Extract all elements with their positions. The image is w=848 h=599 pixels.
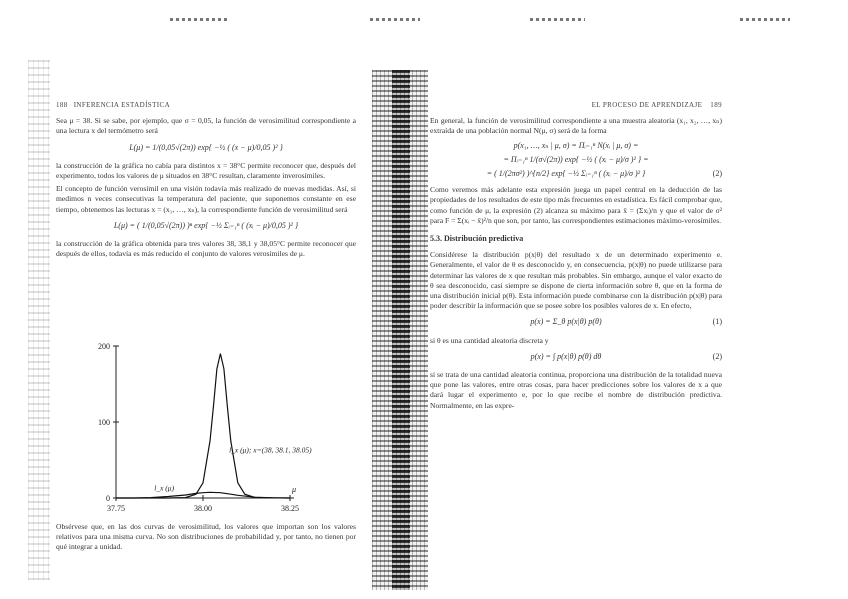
left-equation-2-body: L(μ) = ( 1/(0,05√(2π)) )ⁿ exp{ −½ Σᵢ₌₁ⁿ ( (xᵢ − μ)/0,05 )² } — [113, 220, 299, 230]
left-paragraph-1: Sea μ = 38. Si se sabe, por ejemplo, que σ = 0,05, la función de verosimilitud correspondiente a una lectura x del termómetro será — [56, 116, 356, 136]
right-equation-2 — [430, 317, 722, 327]
left-paragraph-3: El concepto de función verosímil en una visión todavía más realizado de nuevas medidas. Así, si medimos n veces consecutivas la temperatura del paciente, que suponemos constante en ese tiempo, obtenemos las lecturas x = (x₁, …, xₙ), la correspondiente función de verosimilitud será — [56, 184, 356, 214]
right-equation-1b — [430, 155, 722, 165]
right-paragraph-3: Considérese la distribución p(x|θ) del resultado x de un determinado experimento e. Generalmente, el valor de θ es desconocido y, en consecuencia, p(x|θ) no puede utilizarse para determinar las valores de x que resultan más probables. Sin embargo, aunque el valor exacto de θ sea desconocido, casi siempre se dispone de cierta información sobre θ, que en la forma de una distribución inicial p(θ). Esta información puede combinarse con la distribución p(x|θ) para poder describir la información que se posee sobre los posibles valores de x. En efecto, — [430, 250, 722, 311]
scan-edge-noise — [28, 60, 50, 580]
left-equation-1 — [56, 143, 356, 153]
annotation-1: l_x (μ) — [154, 483, 175, 493]
x-axis-label: μ — [292, 485, 297, 494]
left-paragraph-4: la construcción de la gráfica obtenida para tres valores 38, 38,1 y 38,05°C permite reconocer que después de ellos, todavía es más reducido el conjunto de valores verosímiles de μ. — [56, 239, 356, 259]
right-equation-1c-body: = ( 1/(2πσ²) )^{n/2} exp{ −½ Σᵢ₌₁ⁿ ( (xᵢ − μ)/σ )² } — [486, 169, 646, 179]
y-tick-label: 0 — [106, 494, 110, 503]
right-equation-3 — [430, 352, 722, 362]
right-equation-3-number: (2) — [712, 351, 722, 361]
right-equation-2-number: (1) — [712, 317, 722, 327]
right-page-number: 189 — [710, 101, 722, 109]
right-equation-3-body: p(x) = ∫ p(x|θ) p(θ) dθ — [530, 351, 602, 361]
right-page — [430, 100, 722, 414]
right-paragraph-5: si se trata de una cantidad aleatoria continua, proporciona una distribución de la totalidad nueva que pone las valores, entre otras cosas, para hacer predicciones sobre los valores de x a que dará lugar el experimento e, por lo que recibe el nombre de distribución predictiva. Normalmente, en las expre- — [430, 370, 722, 410]
right-equation-1c — [430, 169, 722, 179]
left-page — [56, 100, 356, 262]
y-tick-label: 200 — [98, 342, 110, 351]
figure-caption: Obsérvese que, en las dos curvas de verosimilitud, los valores que importan son los valores relativos para una misma curva. No son distribuciones de probabilidad y, por tanto, no tienen por qué integrar a unidad. — [56, 522, 356, 552]
left-running-head — [56, 100, 356, 110]
section-title: 5.3. Distribución predictiva — [430, 234, 524, 244]
x-tick-label: 38.25 — [281, 504, 299, 513]
right-paragraph-2: Como veremos más adelante esta expresión juega un papel central en la deducción de las propiedades de los resultados de este tipo más frecuentes en estadística. Es fácil comprobar que, como función de μ, la expresión (2) alcanza su máximo para x̄ = (Σxᵢ)/n y que el valor de σ² para F = Σ(xᵢ − x̄)²/n que son, por tanto, las correspondientes estimaciones máximo-verosímiles. — [430, 185, 722, 225]
left-page-number: 188 — [56, 101, 68, 109]
x-tick-label: 37.75 — [107, 504, 125, 513]
scan-top-marks — [0, 18, 848, 26]
right-running-title: EL PROCESO DE APRENDIZAJE — [591, 101, 703, 109]
right-running-head — [430, 100, 722, 110]
right-paragraph-4: si θ es una cantidad aleatoria discreta y — [430, 335, 549, 345]
annotation-2: l_x (μ); x=(38, 38.1, 38.05) — [229, 445, 312, 455]
likelihood-chart — [70, 338, 332, 528]
y-tick-label: 100 — [98, 418, 110, 427]
series-line-2 — [116, 354, 290, 498]
x-tick-label: 38.00 — [194, 504, 212, 513]
right-equation-1a-body: p(x₁, …, xₙ | μ, σ) = Πᵢ₌₁ⁿ N(xᵢ | μ, σ) = — [513, 140, 639, 150]
left-equation-2 — [56, 221, 356, 231]
left-equation-1-body: L(μ) = 1/(0,05√(2π)) exp{ −½ ( (x − μ)/0,05 )² } — [129, 142, 283, 152]
right-equation-1-number: (2) — [712, 169, 722, 179]
right-equation-1a — [430, 141, 722, 151]
left-paragraph-2: la construcción de la gráfica no cabía para distintos x = 38°C permite reconocer que, después del experimento, todos los valores de μ situados en 38°C resultan, claramente inverosímiles. — [56, 160, 356, 181]
left-running-title: INFERENCIA ESTADÍSTICA — [73, 101, 171, 109]
right-equation-1b-body: = Πᵢ₌₁ⁿ 1/(σ√(2π)) exp{ −½ ( (xᵢ − μ)/σ )² } = — [503, 154, 649, 164]
right-equation-2-body: p(x) = Σ_θ p(x|θ) p(θ) — [530, 317, 602, 327]
right-paragraph-1: En general, la función de verosimilitud correspondiente a una muestra aleatoria (x₁, x₂, …, xₙ) extraída de una población normal N(μ, σ) será de la forma — [430, 116, 722, 136]
book-gutter-shadow — [392, 70, 410, 590]
